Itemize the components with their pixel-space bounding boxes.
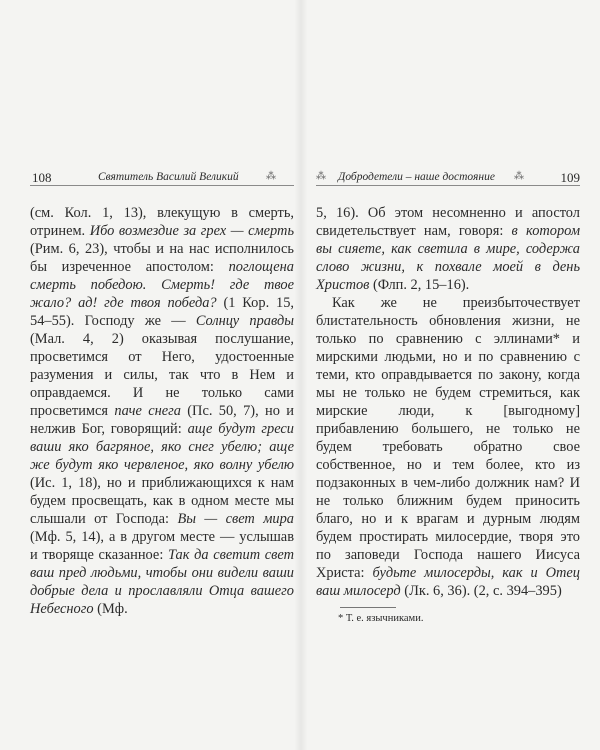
scripture-quote: поглощена смерть победою. Смерть! где твое жало? ад! где твоя победа? [30, 259, 294, 311]
text-run: (Мф. [93, 601, 128, 617]
text-run: (Флп. 2, 15–16). [369, 277, 470, 293]
footnote-rule [340, 607, 396, 608]
text-run: (Мал. 4, 2) оказывая послушание, просветимся от Него, удостоенные разумения и силы, так что в Нем и оправдаемся. И не только сами просветимся [30, 331, 294, 419]
scripture-quote: Ибо возмездие за грех — смерть [89, 223, 294, 239]
left-page-text [30, 204, 294, 618]
paragraph [316, 294, 580, 600]
left-page [30, 168, 294, 618]
running-title-left: Святитель Василий Великий [98, 171, 239, 183]
right-page-text [316, 204, 580, 600]
book-gutter [294, 0, 308, 750]
text-run: (Лк. 6, 36). (2, с. 394–395) [400, 583, 562, 599]
page-number-left: 108 [32, 170, 52, 185]
text-run: 5, 16). Об этом несомненно и апостол свидетельствует нам, говоря: [316, 205, 580, 239]
right-page [316, 168, 580, 625]
text-run: (Мф. 5, 14), а в другом месте — услышав и творяще сказанное: [30, 529, 294, 563]
page-number-right: 109 [560, 170, 580, 185]
running-title-right: Добродетели – наше достояние [338, 171, 495, 183]
footnote: * Т. е. язычниками. [338, 613, 424, 624]
header-rule [316, 185, 580, 186]
scripture-quote: паче снега [114, 403, 181, 419]
scripture-quote: Вы — свет мира [177, 511, 294, 527]
left-page-header [30, 168, 294, 192]
text-run: (Рим. 6, 23), чтобы и на нас исполнилось бы изреченное апостолом: [30, 241, 294, 275]
text-run: (Пс. 50, 7), но и нелжив Бог, говорящий: [30, 403, 294, 437]
text-run: Как же не преизбыточествует блистательность обновления жизни, не только по сравнению с эллинами* и мирскими людьми, но и по сравнению с теми, кто оправдывается по закону, когда мы не только не будем стремиться, как мирские люди, к [выгодному] прибавлению большего, не только не будем требовать обратно свое собственное, но и тем более, кто из подзаконных в чем-либо должник нам? И не только ближним будем приносить благо, но и к врагам и дурным людям будем простирать милосердие, творя это по заповеди Господа нашего Иисуса Христа: [316, 295, 580, 581]
scripture-quote: Так да светит свет ваш пред людьми, чтобы они видели ваши добрые дела и прославляли Отца вашего Небесного [30, 547, 294, 617]
ornament-icon: ⁂ [514, 171, 523, 182]
scripture-quote: в котором вы сияете, как светила в мире, содержа слово жизни, к похвале моей в день Христов [316, 223, 580, 293]
header-rule [30, 185, 294, 186]
scripture-quote: Солнцу правды [195, 313, 294, 329]
paragraph [30, 204, 294, 618]
text-run: (см. Кол. 1, 13), влекущую в смерть, отринем. [30, 205, 294, 239]
ornament-icon: ⁂ [266, 171, 275, 182]
text-run: (1 Кор. 15, 54–55). Господу же — [30, 295, 294, 329]
paragraph [316, 204, 580, 294]
ornament-icon: ⁂ [316, 171, 325, 182]
text-run: (Ис. 1, 18), но и приближающихся к нам будем просвещать, как в одном месте мы слышали от Господа: [30, 475, 294, 527]
scripture-quote: будьте милосерды, как и Отец ваш милосерд [316, 565, 580, 599]
right-page-header [316, 168, 580, 192]
scripture-quote: аще будут греси ваши яко багряное, яко снег убелю; аще же будут яко червленое, яко волну убелю [30, 421, 294, 473]
